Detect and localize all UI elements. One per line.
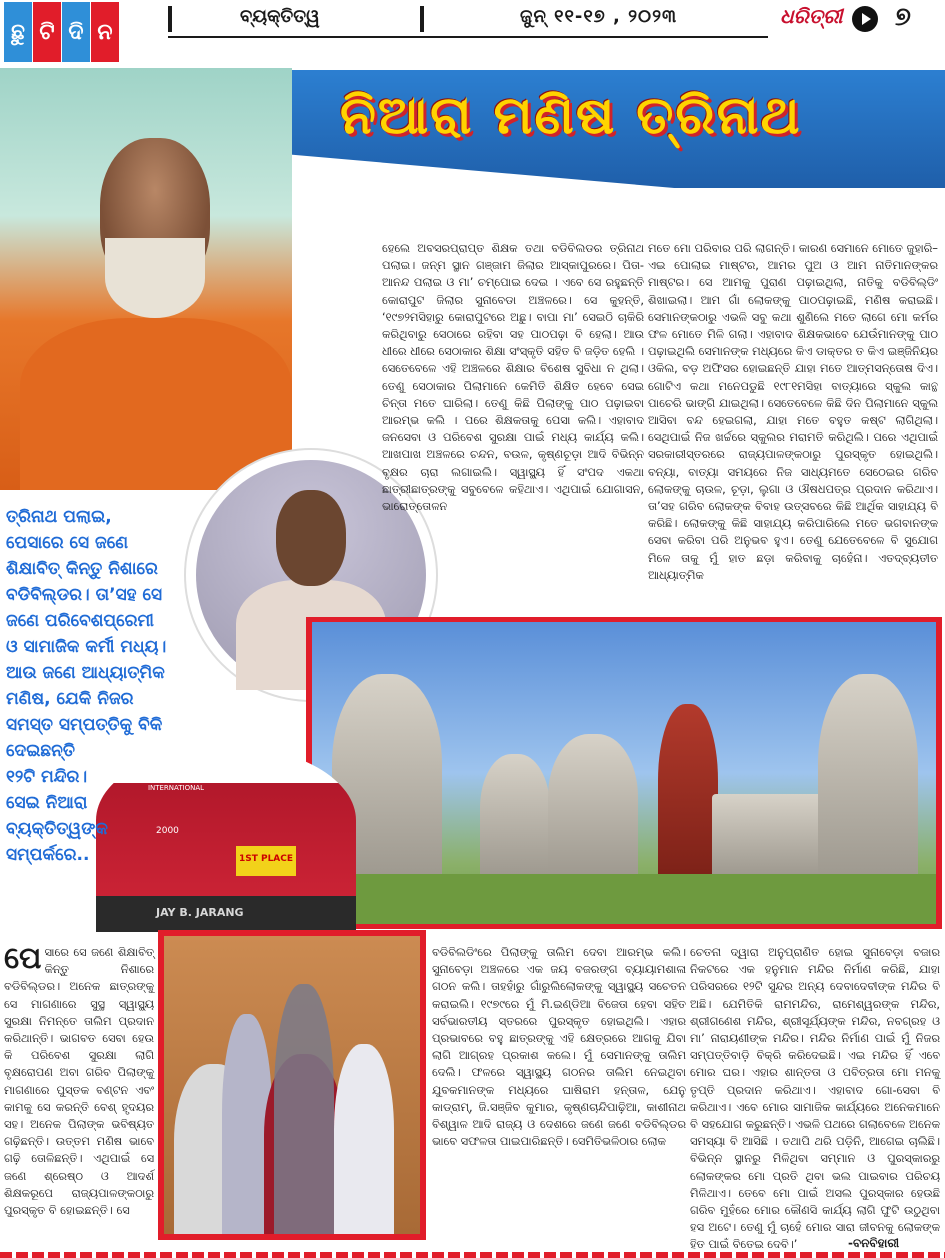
temple-shape [480,754,550,874]
family-photo [164,936,420,1234]
article-column: ମତେ ମୋ ପରିବାର ପରି ଲାଗନ୍ତି। କାରଣ ସେମାନେ ମୋତେ ଜୁହାରି– ଏଇ ପୋଲାଇ ମାଷ୍ଟର, ଆମର ପୁଅ ଓ ଆମ ନାତିମାନଙ୍କର ମାଷ୍ଟର। ସେ ଆମକୁ ପୁରାଣ ପଢ଼ାଇଥିଲା, ନାତିକୁ ବଡିବିଲ୍ଡିଂ ଶିଖାଇଲା। ଆମ ଗାଁ ଲୋକଙ୍କୁ ପାଠପଢ଼ାଇଛି, ମଣିଷ କରାଇଛି। ସେମାନଙ୍କଠାରୁ ଏଭଳି ସବୁ କଥା ଶୁଣିଲେ ମତେ ଲାଗେ ମୋ କର୍ମର ଫଳ ମୋତେ ମିଳି ଗଲା। ଏହାବାଦ ଶିକ୍ଷକଭାବେ ଯେଉଁମାନଙ୍କୁ ପାଠ ପଢ଼ାଇଥିଲି ସେମାନଙ୍କ ମଧ୍ୟରେ କିଏ ଡାକ୍ତର ତ କିଏ ଇଞ୍ଜିନିୟର ଓକିଲ, ବଡ଼ ଅଫିସର ହୋଇଛନ୍ତି ଯାହା ମତେ ଆତ୍ମସନ୍ତୋଷ ଦିଏ। ଗୋଟିଏ କଥା ମନେପଡୁଛି ୧୯୮୧ମସିହା ବାତ୍ୟାରେ ସ୍କୁଲ କାନ୍ଥ ପାଚେରି ଭାଙ୍ଗି ଯାଇଥିଲା। ସେତେବେଳେ କିଛି ଦିନ ପିଲାମାନେ ସ୍କୁଲ ଆସିବା ବନ୍ଦ ହେଇଗଲା, ଯାହା ମତେ ବହୁତ କଷ୍ଟ ଲାଗିଥିଲା। ସେଥିପାଇଁ ନିଜ ଖର୍ଚ୍ଚରେ ସ୍କୁଲର ମରାମତି କରିଥିଲି। ପରେ ଏଥିପାଇଁ ସରକାରୀସ୍ତରରେ ରାଜ୍ୟପାଳଙ୍କଠାରୁ ପୁରସ୍କୃତ ହୋଇଥିଲି। ବନ୍ୟା, ବାତ୍ୟା ସମୟରେ ନିଜ ସାଧ୍ୟମତେ ସେଠେଇର ଗରିବ ଲୋକଙ୍କୁ ଚାଉଳ, ଚୂଡ଼ା, ଲୁଗା ଓ ଔଷଧପତ୍ର ପ୍ରଦାନ କରିଥାଏ। ତା’ସହ ଗରିବ ଲୋକଙ୍କ ବିବାହ ଉତ୍ସବରେ କିଛି ଆର୍ଥିକ ସାହାଯ୍ୟ ବି କରିଛି। ଲୋକଙ୍କୁ କିଛି ସାହାଯ୍ୟ କରିପାରିଲେ ମତେ ଭଗବାନଙ୍କ ସେବା କରିବା ପରି ଅନୁଭବ ହୁଏ। ତେଣୁ ଯେତେବେଳେ ବି ସୁଯୋଗ ମିଳେ ତାକୁ ମୁଁ ହାତ ଛଡ଼ା କରିବାକୁ ଚାହେଁନା। ଏତଦ୍‌ବ୍ୟତୀତ ଆଧ୍ୟାତ୍ମିକ [648,241,938,582]
figure-shape [274,984,334,1234]
temple-shape [548,734,638,874]
trophy-year: 2000 [156,826,179,836]
article-column [4,941,154,1256]
article-text: ସାରେ ସେ ଜଣେ ଶିକ୍ଷାବିତ୍ କିନ୍ତୁ ନିଶାରେ ବଡିବିଲ୍ଡର। ଅନେକ ଛାତ୍ରଙ୍କୁ ସେ ମାଗଣାରେ ସୁସ୍ଥ ସ୍ୱାସ୍ଥ୍ୟ ସୁରକ୍ଷା ନିମନ୍ତେ ତାଲିମ ପ୍ରଦାନ କରିଥାନ୍ତି। ଭାଗବତ ସେବା ହେଉ କି ପରିବେଶ ସୁରକ୍ଷା ଲାଗି ବୃକ୍ଷରୋପଣ ଅବା ଗରିବ ପିଲାଙ୍କୁ ମାଗଣାରେ ପୁସ୍ତକ ବଣ୍ଟନ ଏବଂ କାମକୁ ସେ କରନ୍ତି ବେଶ୍ ହୃଦୟର ସହ। ଅନେକ ପିଲାଙ୍କ ଭବିଷ୍ୟତ ଗଢ଼ିଛନ୍ତି। ଉତ୍ତମ ମଣିଷ ଭାବେ ଗଢ଼ି ତୋଳିଛନ୍ତି। ଏଥିପାଇଁ ସେ ଜଣେ ଶ୍ରେଷ୍ଠ ଓ ଆଦର୍ଶ ଶିକ୍ଷକରୂପେ ରାଜ୍ୟପାଳଙ୍କଠାରୁ ପୁରସ୍କୃତ ବି ହୋଇଛନ୍ତି। ସେ [4,945,154,1218]
pull-quote: ତ୍ରିନାଥ ପଲାଇ, ପେସାରେ ସେ ଜଣେ ଶିକ୍ଷାବିତ୍ କିନ୍ତୁ ନିଶାରେ ବଡିବିଲ୍ଡର। ତା’ସହ ସେ ଜଣେ ପରିବେଶପ୍ରେମୀ ଓ ସାମାଜିକ କର୍ମୀ ମଧ୍ୟ। ଆଉ ଜଣେ ଆଧ୍ୟାତ୍ମିକ ମଣିଷ, ଯେକି ନିଜର ସମସ୍ତ ସମ୍ପତ୍ତିକୁ ବିକି ଦେଇଛନ୍ତି ୧୨ଟି ମନ୍ଦିର। ସେଇ ନିଆରା ବ୍ୟକ୍ତିତ୍ୱଙ୍କ ସମ୍ପର୍କରେ.. [6,507,167,865]
article-column: ବଡିବିଲଡିଂରେ ପିଲାଙ୍କୁ ତାଲିମ ଦେବା ଆରମ୍ଭ କଲି। ସୁନାବେଡ଼ା ଅଞ୍ଚଳରେ ଏକ ଜୟ ବଜରଙ୍ଗ ବ୍ୟାୟାମଶାଳା ଗଠନ କଲି। ତାହହାଁରୁ ଗାଁରୁଲିଲୋକଙ୍କୁ ସ୍ୱାସ୍ଥ୍ୟ ସଚେତନ କରାଇଲି। ୧୯୭୯ରେ ମୁଁ ମି.ଇଣ୍ଡିଆ ବିଜେତା ହେବା ସହିତ ସର୍ବଭାରତୀୟ ସ୍ତରରେ ପୁରସ୍କୃତ ହୋଇଥିଲି। ଏହାର ପ୍ରଭାବରେ ବହୁ ଛାତ୍ରଙ୍କୁ ଏହି କ୍ଷେତ୍ରରେ ଆଗକୁ ଯିବା ଲାଗି ଆଗ୍ରହ ପ୍ରକାଶ କଲେ। ମୁଁ ସେମାନଙ୍କୁ ତାଲିମ ଦେଲି। ଫଳରେ ସ୍ୱାସ୍ଥ୍ୟ ଗଠନର ତାଲିମ ନେଇଥିବା ଯୁବକମାନଙ୍କ ମଧ୍ୟରେ ଘାଷିରାମ ହନ୍ତାଳ, ଯେନୁ କାଡ୍ରାମ୍, ଜି.ସଞ୍ଜିବ କୁମାର, କୃଷ୍ଣଚାନ୍ଦିପାଢ଼ିଆ, କାଶୀନାଥ ବିଶ୍ୱାଳ ଆଦି ରାଜ୍ୟ ଓ ଦେଶରେ ଜଣେ ଜଣେ ବଡିବିଲ୍ଡର ଭାବେ ସଫଳତା ପାଇପାରିଛନ୍ତି। ସେମିତିଭଳିଠାର ଲୋକ [432,945,686,1149]
trophy-base [96,896,356,932]
brand-letter: ଦି [62,2,90,62]
article-title: ନିଆରା ମଣିଷ ତ୍ରିନାଥ [340,86,802,146]
newspaper-logo: ଧରିତ୍ରୀ [780,4,843,28]
saint-photo [0,68,292,490]
trophy-plate: JAY B. JARANG [156,906,244,919]
trophy-title: ALL INDIA INTERNATIONAL [147,776,205,792]
temple-photo [312,622,936,924]
temple-shape [658,704,718,874]
beard-shape [105,238,205,318]
face-shape [276,490,346,586]
article-column: ହେଲେ ଅବସରପ୍ରାପ୍ତ ଶିକ୍ଷକ ତଥା ବଡିବିଲଡର ତ୍ରିନାଥ ପଲାଇ। ଜନ୍ମ ସ୍ଥାନ ଗଞ୍ଜାମ ଜିଲାର ଆସ୍କାପୁରରେ। ପିତା-ଆନନ୍ଦ ପଲାଇ ଓ ମା’ ଚମ୍ପୋଇ ଦେଇ । ଏବେ ସେ ରହୁଛନ୍ତି କୋରାପୁଟ ଜିଲାର ସୁନାବେଡା ଅଞ୍ଚଳରେ। ସେ କୁହନ୍ତି, ‘୧୯୭୨ମସିହାରୁ କୋରାପୁଟରେ ଅଛୁ। ବାପା ମା’ ସେଇଠି ଚାକିରି କରିଥିବାରୁ ସେଠାରେ ରହିବା ସହ ପାଠପଢ଼ା ବି ହେଲା। ଆଉ ଧୀରେ ଧୀରେ ସେଠାକାର ଶିକ୍ଷା ସଂସ୍କୃତି ସହିତ ବି ଜଡ଼ିତ ହେଲି । ସେତେବେଳେ ଏହି ଅଞ୍ଚଳରେ ଶିକ୍ଷାର ବିଶେଷ ସୁବିଧା ନ ଥିଲା। ତେଣୁ ସେଠାକାର ପିଲାମାନେ କେମିତି ଶିକ୍ଷିତ ହେବେ ସେଇ ଚିନ୍ତା ମତେ ଘାରିଲା। ତେଣୁ କିଛି ପିଲାଙ୍କୁ ପାଠ ପଢ଼ାଇବା ଆରମ୍ଭ କଲି । ପରେ ଶିକ୍ଷକତାକୁ ପେସା କଲି। ଏହାବାଦ ଜନସେବା ଓ ପରିବେଶ ସୁରକ୍ଷା ପାଇଁ ମଧ୍ୟ କାର୍ଯ୍ୟ କଲି। ଆଖପାଖ ଅଞ୍ଚଳରେ ଚନ୍ଦନ, ବଉଳ, କୃଷ୍ଣଚୂଡ଼ା ଆଦି ବିଭିନ୍ନ ବୃକ୍ଷର ଚାରା ଲଗାଇଲି। ସ୍ୱାସ୍ଥ୍ୟ ହିଁ ସଂପଦ ଏକଥା ଛାତ୍ରୀଛାତ୍ରଙ୍କୁ ସବୁବେଳେ କହିଥାଏ। ଏଥିପାଇଁ ଯୋଗାସନ, ଭାରୋତ୍ତୋଳନ [382,241,644,514]
footer-rule [0,1252,945,1258]
brand-letter: ଛୁ [4,2,32,62]
issue-date: ଜୁନ୍ ୧୧-୧୭ , ୨୦୨୩ [520,6,678,27]
byline: -ବନବିହାରୀ [848,1236,900,1250]
grass [312,874,936,924]
header-divider [420,6,424,32]
play-icon [852,6,878,32]
brand-logo [4,2,119,62]
masthead [0,0,945,64]
page-number: ୭ [895,2,911,32]
place-badge: 1ST PLACE [236,846,296,876]
article-column: ଚେତନା ଦ୍ୱାରା ଅନୁପ୍ରାଣିତ ହୋଇ ସୁନାବେଡ଼ା ବଜାର ନିକଟରେ ଏକ ହନୁମାନ ମନ୍ଦିର ନିର୍ମାଣ କରିଛି, ଯାହା ପରିସରରେ ୧୨ଟି ସୁନ୍ଦର ଅନ୍ୟ ଦେବାଦେବୀଙ୍କ ମନ୍ଦିର ବି ଅଛି। ଯେମିତିକି ରାମମନ୍ଦିର, ରାମେଶ୍ୱରଙ୍କ ମନ୍ଦିର, ଶ୍ରୀଗଣେଶ ମନ୍ଦିର, ଶ୍ରୀସୂର୍ଯ୍ୟଙ୍କ ମନ୍ଦିର, ନବଗ୍ରହ ଓ ମା’ ନାରାୟଣୀଙ୍କ ମନ୍ଦିର। ମନ୍ଦିର ନିର୍ମାଣ ପାଇଁ ମୁଁ ନିଜର ସମ୍ପତ୍ତିବାଡ଼ି ବିକ୍ରି କରିଦେଇଛି। ଏଇ ମନ୍ଦିର ହିଁ ଏବେ ମୋର ଘର। ଏହାର ଶାନ୍ତତା ଓ ପବିତ୍ରତା ମୋ ମନକୁ ତୃପ୍ତି ପ୍ରଦାନ କରିଥାଏ। ଏହାବାଦ ଗୋ-ସେବା ବି କରିଥାଏ। ଏବେ ମୋର ସାମାଜିକ କାର୍ଯ୍ୟରେ ଅନେକମାନେ ବି ସହଯୋଗ କରୁଛନ୍ତି। ଏଭଳି ପଥରେ ଗଲାବେଳେ ଅନେକ ସମସ୍ୟା ବି ଆସିଛି । ତଥାପି ଥରି ପଡ଼ିନି, ଆଗେଇ ଚାଲିଛି। ବିଭିନ୍ନ ସ୍ଥାନରୁ ମିଳିଥିବା ସମ୍ମାନ ଓ ପୁରସ୍କାରରୁ ଲୋକଙ୍କର ମୋ ପ୍ରତି ଥିବା ଭଲ ପାଇବାର ପରିଚୟ ମିଳିଥାଏ। ତେବେ ମୋ ପାଇଁ ଅସଲ ପୁରସ୍କାର ହେଉଛି ଗରିବ ମୁହଁରେ ମୋର କୌଣସି କାର୍ଯ୍ୟ ଲାଗି ଫୁଟି ଉଠୁଥିବା ହସ ଅଟେ। ତେଣୁ ମୁଁ ଚାହେଁ ମୋର ସାରା ଜୀବନକୁ ଲୋକଙ୍କ ହିତ ପାଇଁ ବିତେଇ ଦେବି।’ [690,945,940,1252]
brand-letter: ଟି [33,2,61,62]
header-divider [168,6,172,32]
temple-shape [818,674,918,874]
figure-shape [334,1044,394,1234]
drop-cap: ପେ [4,941,42,976]
header-rule [168,36,768,38]
brand-letter: ନ [91,2,119,62]
section-label: ବ୍ୟକ୍ତିତ୍ୱ [240,6,320,27]
temple-shape [712,794,822,874]
